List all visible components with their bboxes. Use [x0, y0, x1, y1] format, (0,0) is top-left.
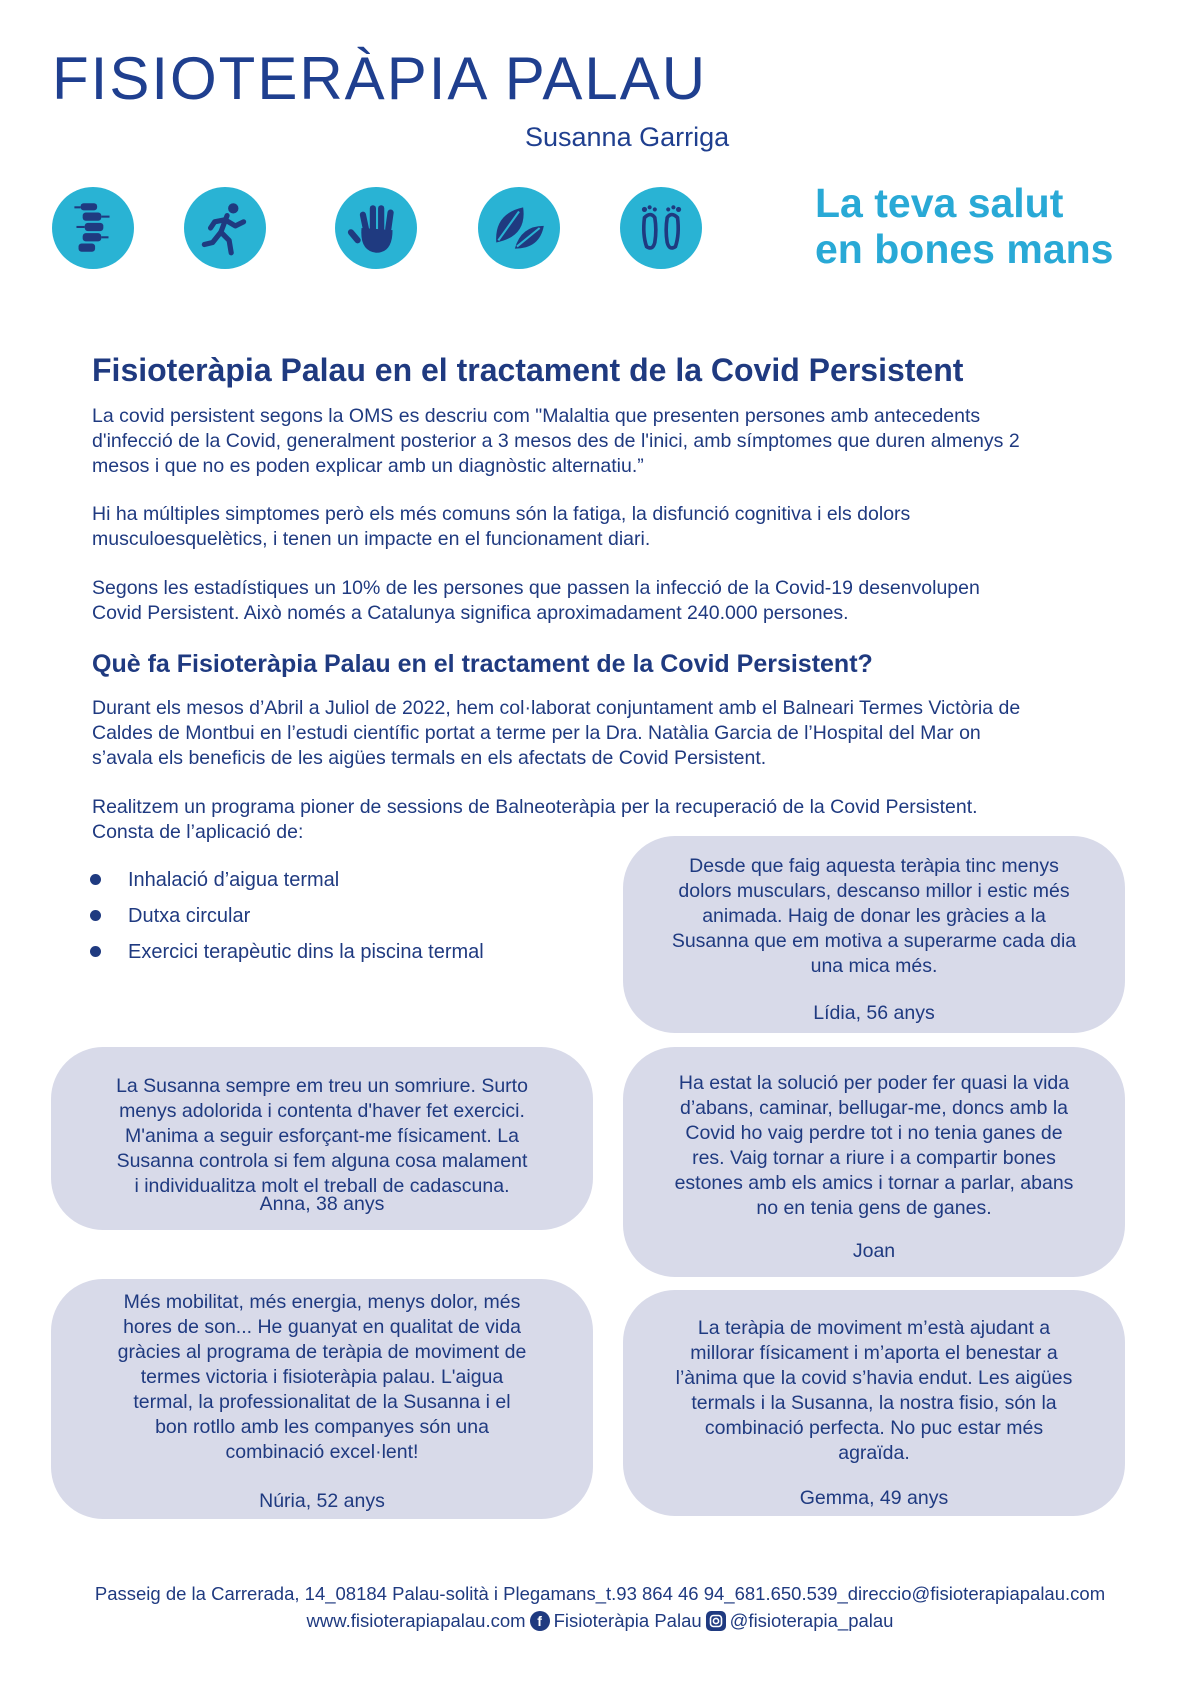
- testimonial-author: Núria, 52 anys: [259, 1490, 385, 1512]
- list-item: Inhalació d’aigua termal: [90, 868, 484, 904]
- facebook-link[interactable]: Fisioteràpia Palau: [553, 1610, 702, 1631]
- bullet-icon: [90, 910, 101, 921]
- runner-icon: [184, 187, 266, 269]
- footprints-icon: [620, 187, 702, 269]
- hand-icon: [335, 187, 417, 269]
- instagram-link[interactable]: @fisioterapia_palau: [729, 1610, 894, 1631]
- brand-subtitle: Susanna Garriga: [525, 122, 730, 152]
- slogan-line-1: La teva salut: [815, 180, 1064, 226]
- testimonial-text: Ha estat la solució per poder fer quasi la vida d’abans, caminar, bellugar-me, doncs amb la Covid ho vaig perdre tot i no tenia ganes de res. Vaig tornar a riure i a compartir bones estones amb els amics i tornar a parlar, abans no en tenia gens de ganes.: [674, 1072, 1074, 1219]
- footer-social: [0, 1610, 1200, 1632]
- testimonial-card: [623, 836, 1125, 1033]
- testimonial-author: Anna, 38 anys: [259, 1193, 385, 1215]
- testimonial-author: Gemma, 49 anys: [799, 1487, 949, 1509]
- bullet-icon: [90, 946, 101, 957]
- testimonial-card: [51, 1279, 593, 1519]
- section-2-paragraph-2: Realitzem un programa pioner de sessions de Balneoteràpia per la recuperació de la Covid Persistent. Consta de l’aplicació de:: [92, 796, 978, 843]
- slogan-line-2: en bones mans: [815, 226, 1114, 272]
- treatment-list: [90, 868, 484, 976]
- testimonial-text: La Susanna sempre em treu un somriure. Surto menys adolorida i contenta d'haver fet exercici. M'anima a seguir esforçant-me físicament. La Susanna controla si fem alguna cosa malament i individualitza molt el treball de cadascuna.: [116, 1075, 528, 1197]
- instagram-icon: [706, 1611, 726, 1631]
- testimonial-text: Desde que faig aquesta teràpia tinc menys dolors musculars, descanso millor i estic més animada. Haig de donar les gràcies a la Susanna que em motiva a superarme cada dia una mica més.: [671, 855, 1077, 977]
- website-link[interactable]: www.fisioterapiapalau.com: [306, 1610, 526, 1631]
- section-2-paragraph-1: Durant els mesos d’Abril a Juliol de 2022, hem col·laborat conjuntament amb el Balneari Termes Victòria de Caldes de Montbui en l’estudi científic portat a terme per la Dra. Natàlia Garcia de l’Hospital del Mar on s’avala els beneficis de les aigües termals en els afectats de Covid Persistent.: [92, 697, 1021, 769]
- section-2-heading: Què fa Fisioteràpia Palau en el tractament de la Covid Persistent?: [92, 650, 873, 678]
- testimonial-text: Més mobilitat, més energia, menys dolor, més hores de son... He guanyat en qualitat de vida gràcies al programa de teràpia de moviment de termes victoria i fisioteràpia palau. L'aigua termal, la professionalitat de la Susanna i el bon rotllo amb les companyes són una combinació excel·lent!: [117, 1291, 527, 1463]
- testimonial-author: Joan: [852, 1240, 896, 1262]
- section-1-paragraph-3: Segons les estadístiques un 10% de les persones que passen la infecció de la Covid-19 desenvolupen Covid Persistent. Això només a Catalunya significa aproximadament 240.000 persones.: [92, 577, 980, 624]
- spine-icon: [52, 187, 134, 269]
- testimonial-text: La teràpia de moviment m’està ajudant a millorar físicament i m’aporta el benestar a l’ànima que la covid s’havia endut. Les aigües termals i la Susanna, la nostra fisio, són la combinació perfecta. No puc estar més agraïda.: [675, 1317, 1073, 1464]
- section-1-paragraph-2: Hi ha múltiples simptomes però els més comuns són la fatiga, la disfunció cognitiva i els dolors musculoesquelètics, i tenen un impacte en el funcionament diari.: [92, 503, 911, 550]
- footer-address: Passeig de la Carrerada, 14_08184 Palau-solità i Plegamans_t.93 864 46 94_681.650.539_direccio@fisioterapiapalau.com: [94, 1583, 1106, 1604]
- section-1-heading: Fisioteràpia Palau en el tractament de la Covid Persistent: [92, 352, 964, 388]
- list-item: Exercici terapèutic dins la piscina termal: [90, 940, 484, 976]
- brand-title: FISIOTERÀPIA PALAU: [52, 45, 708, 112]
- list-item: Dutxa circular: [90, 904, 484, 940]
- facebook-icon: f: [530, 1611, 550, 1631]
- leaves-icon: [478, 187, 560, 269]
- testimonial-card: [51, 1047, 593, 1230]
- testimonial-card: [623, 1047, 1125, 1277]
- bullet-icon: [90, 874, 101, 885]
- testimonial-card: [623, 1290, 1125, 1516]
- service-icons: [52, 187, 772, 269]
- testimonial-author: Lídia, 56 anys: [813, 1002, 935, 1024]
- section-1-paragraph-1: La covid persistent segons la OMS es descriu com "Malaltia que presenten persones amb antecedents d'infecció de la Covid, generalment posterior a 3 mesos des de l'inici, amb símptomes que duren almenys 2 mesos i que no es poden explicar amb un diagnòstic alternatiu.”: [92, 405, 1020, 477]
- slogan: [815, 180, 1113, 272]
